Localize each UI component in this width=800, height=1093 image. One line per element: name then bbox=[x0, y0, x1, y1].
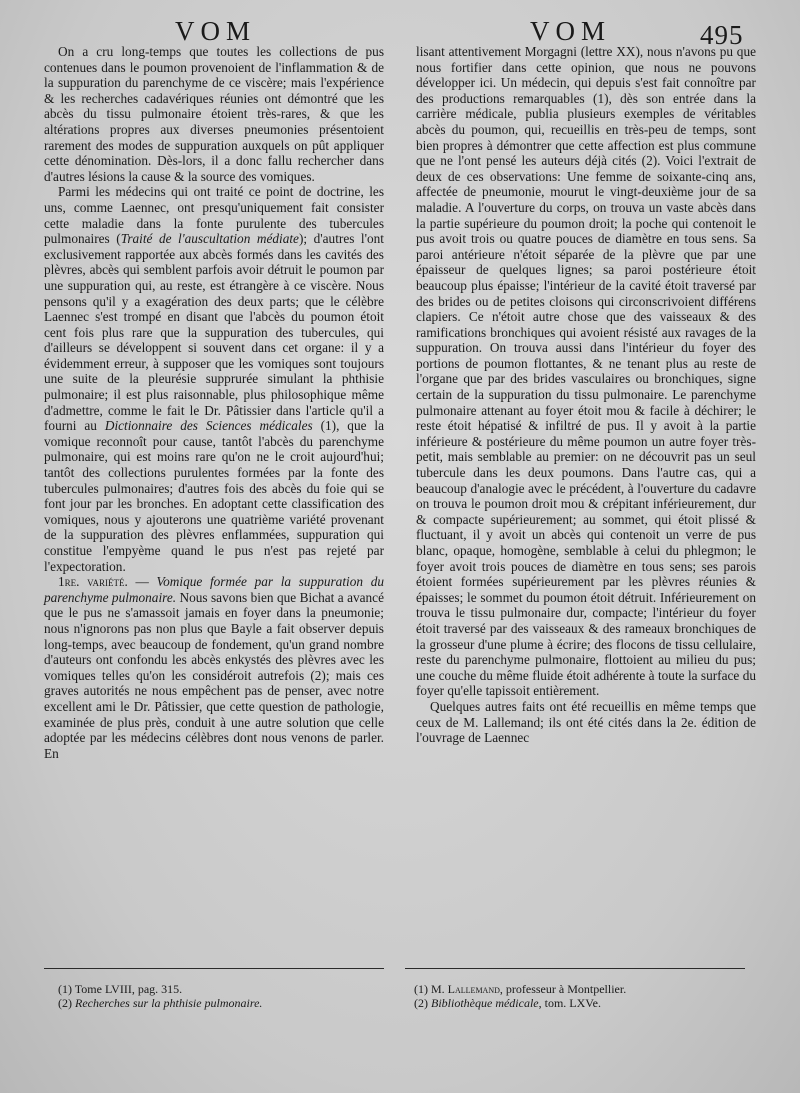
footnote-text: , tom. LXVe. bbox=[538, 996, 601, 1010]
paragraph-doctrine bbox=[44, 184, 384, 574]
citation-dictionnaire: Dictionnaire des Sciences médicales bbox=[104, 418, 313, 434]
footnote-mark: (2) bbox=[58, 996, 72, 1010]
footnote-text: , professeur à Montpellier. bbox=[499, 982, 627, 996]
footnote-title: Bibliothèque médicale bbox=[431, 996, 539, 1010]
paragraph-text: ); d'autres l'ont exclusivement rapportée aux abcès formés dans les cavités des plèvres, abcès qui semblent parfois avoir détruit le poumon par une suppuration qui, au reste, est étrangère à ce viscère. Nous pensons qu'il y a exagération des deux parts; que le célèbre Laennec s'est trompé en disant que l'abcès du poumon étoit cent fois plus rare que la suppuration des tubercules, qui d'ailleurs se développent si souvent dans cet organe: il y a évidemment erreur, à supposer que les vomiques sont toujours une suite de la pleurésie supprurée simulant la phthisie pulmonaire; il est plus raisonnable, plus philosophique même d'admettre, comme le fait le Dr. Pâtissier dans l'article qu'il a fourni au bbox=[44, 231, 384, 434]
footnotes-right bbox=[414, 982, 754, 1010]
paragraph-text: Parmi les médecins qui ont traité ce point de doctrine, les uns, comme Laennec, ont presqu'uniquement fait consister cette maladie dans la fonte purulente des tubercules pulmonaires ( bbox=[44, 184, 384, 247]
header-left-title: VOM bbox=[175, 16, 257, 46]
footnote-rule-right bbox=[405, 968, 745, 969]
paragraph-variete-1 bbox=[44, 574, 384, 761]
footnote-text: Tome LVIII, pag. 315. bbox=[74, 982, 183, 996]
paragraph-text: (1), que la vomique reconnoît pour cause, tantôt l'abcès du parenchyme pulmonaire, qui est moins rare qu'on ne le croit aujourd'hui; tantôt des collections purulentes formées par la fonte des tubercules pulmonaires; d'autres fois des abcès du foie qui se font jour par les bronches. En adoptant cette classification des vomiques, nous y ajouterons une quatrième variété provenant de la suppuration des plèvres enflammées, suppuration qui constitue l'empyème quand le pus n'est pas rejeté par l'expectoration. bbox=[44, 418, 384, 574]
header-right-title: VOM bbox=[530, 16, 612, 46]
paragraph-intro: On a cru long-temps que toutes les collections de pus contenues dans le poumon provenoient de l'inflammation & de la suppuration du parenchyme de ce viscère; mais l'expérience & les recherches cadavériques réunies ont démontré que les abcès du tissu pulmonaire étoient très-rares, & que les altérations propres aux diverses pneumonies présentoient rarement des modes de suppuration auxquels on pût appliquer cette dénomination. Dès-lors, il a donc fallu rechercher dans d'autres lésions la cause & la source des vomiques. bbox=[44, 44, 384, 184]
footnote-item bbox=[414, 996, 754, 1010]
footnote-author: M. Lallemand bbox=[431, 982, 500, 996]
footnote-rule-left bbox=[44, 968, 384, 969]
left-column bbox=[44, 44, 384, 761]
paragraph-continued: lisant attentivement Morgagni (lettre XX), nous n'avons pu que nous fortifier dans cette opinion, que nous ne pouvons développer ici. Un médecin, qui depuis s'est fait connoître par des productions remarquables (1), dès son entrée dans la carrière médicale, publia plusieurs exemples de véritables abcès du poumon, qui, recueillis en très-peu de temps, sont bien propres à démontrer que cette affection est plus commune que ne l'ont pensé les auteurs déjà cités (2). Voici l'extrait de deux de ces observations: Une femme de soixante-cinq ans, affectée de pneumonie, mourut le vingt-deuxième jour de sa maladie. A l'ouverture du corps, on trouva un vaste abcès dans la partie supérieure du poumon droit; la poche qui contenoit le pus avoit trois ou quatre pouces de diamètre en tous sens. Sa paroi antérieure n'étoit séparée de la plèvre que par une épaisseur de quelques lignes; sa paroi postérieure étoit beaucoup plus épaisse; l'intérieur de la cavité étoit traversé par des brides ou de petites cloisons qui circonscrivoient différens clapiers. Ce n'étoit autre chose que des vaisseaux & des ramifications bronchiques qui avoient résisté aux ravages de la suppuration. On trouva aussi dans l'intérieur du foyer des portions de poumon flottantes, & ne tenant plus au reste de l'organe que par des brides vasculaires ou bronchiques, signe certain de la suppuration du tissu pulmonaire. Le parenchyme pulmonaire attenant au foyer étoit mou & facile à déchirer; le reste étoit hépatisé & infiltré de pus. Il y avoit à la partie inférieure & postérieure du même poumon un autre foyer très-petit, mais semblable au premier: on ne découvrit pas un seul tubercule dans les deux poumons. Dans l'autre cas, qui a beaucoup d'analogie avec le précédent, à l'ouverture du cadavre on trouva le poumon droit mou & crépitant inférieurement, dur & compacte supérieurement; au sommet, qui étoit plissé & fluctuant, il y avoit un abcès qui contenoit un verre de pus blanc, opaque, homogène, semblable à celui du phlegmon; le foyer avoit trois pouces de diamètre en tous sens; ses parois étoient formées supérieurement par les plèvres réunies & épaisses; le sommet du poumon étoit détruit. Inférieurement on trouva le tissu pulmonaire dur, compacte; l'intérieur du foyer étoit traversé par des vaisseaux & des rameaux bronchiques de la grosseur d'une plume à écrire; des flocons de tissu cellulaire, reste du parenchyme pulmonaire, flottoient au milieu du pus; une couche du même fluide étoit adhérente à toute la surface du foyer qu'elle tapissoit entièrement. bbox=[416, 44, 756, 699]
footnote-item bbox=[58, 982, 378, 996]
citation-traite: Traité de l'auscultation médiate bbox=[120, 231, 299, 247]
right-column bbox=[416, 44, 756, 746]
paragraph-final: Quelques autres faits ont été recueillis en même temps que ceux de M. Lallemand; ils ont été cités dans la 2e. édition de l'ouvrage de Laennec bbox=[416, 698, 756, 746]
paragraph-text: Nous savons bien que Bichat a avancé que le pus ne s'amassoit jamais en foyer dans la pneumonie; nous n'ignorons pas non plus que Bayle a fait observer depuis long-temps, avec beaucoup de fondement, qu'un grand nombre d'auteurs ont confondu les abcès enkystés des plèvres avec les vomiques telles qu'on les considéroit autrefois (2); mais ces graves autorités ne nous empêchent pas de penser, avec notre excellent ami le Dr. Pâtissier, que cette question de pathologie, examinée de plus près, conduit à une autre solution que celle adoptée par les médecins célèbres dont nous venons de parler. En bbox=[44, 589, 384, 761]
footnote-item bbox=[58, 996, 378, 1010]
footnotes-left bbox=[58, 982, 378, 1010]
footnote-mark: (2) bbox=[414, 996, 428, 1010]
section-title: Vomique formée par la suppuration du parenchyme pulmonaire. bbox=[44, 574, 384, 605]
footnote-text: Recherches sur la phthisie pulmonaire. bbox=[75, 996, 263, 1010]
section-label: 1re. variété. — bbox=[58, 574, 157, 590]
page-number: 495 bbox=[700, 20, 744, 50]
footnote-item bbox=[414, 982, 754, 996]
footnote-mark: (1) bbox=[58, 982, 72, 996]
footnote-mark: (1) bbox=[414, 982, 428, 996]
